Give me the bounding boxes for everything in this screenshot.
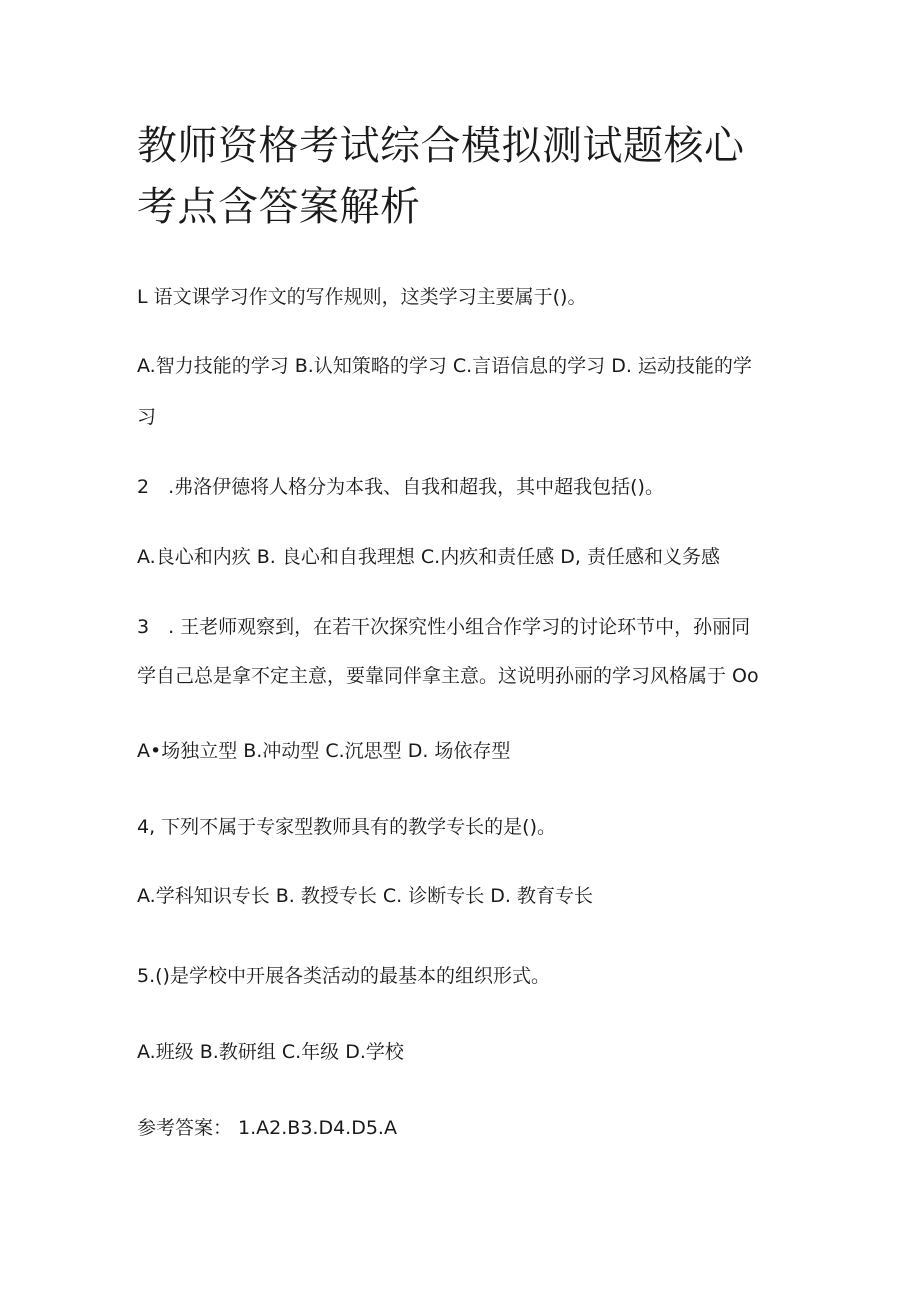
question-5-stem: 5.()是学校中开展各类活动的最基本的组织形式。 [137, 965, 550, 987]
question-2-options: A.良心和内疚 B. 良心和自我理想 C.内疚和责任感 D, 责任感和义务感 [137, 546, 720, 568]
question-3-stem-line-2: 学自己总是拿不定主意，要靠同伴拿主意。这说明孙丽的学习风格属于 Oo [137, 665, 759, 687]
question-1-options-line-2: 习 [137, 406, 157, 428]
question-3-stem-line-1: 3 . 王老师观察到，在若干次探究性小组合作学习的讨论环节中，孙丽同 [137, 616, 751, 638]
question-4-options: A.学科知识专长 B. 教授专长 C. 诊断专长 D. 教育专长 [137, 885, 593, 907]
question-2-stem: 2 .弗洛伊德将人格分为本我、自我和超我，其中超我包括()。 [137, 476, 664, 498]
title-line-2: 考点含答案解析 [137, 184, 421, 230]
question-4-stem: 4, 下列不属于专家型教师具有的教学专长的是()。 [137, 816, 556, 838]
question-3-options: A•场独立型 B.冲动型 C.沉思型 D. 场依存型 [137, 740, 511, 762]
document-title [137, 116, 797, 238]
question-1-options-line-1: A.智力技能的学习 B.认知策略的学习 C.言语信息的学习 D. 运动技能的学 [137, 355, 752, 377]
question-1-stem: L 语文课学习作文的写作规则，这类学习主要属于()。 [137, 286, 587, 308]
question-5-options: A.班级 B.教研组 C.年级 D.学校 [137, 1041, 404, 1063]
answer-key: 参考答案： 1.A2.B3.D4.D5.A [137, 1117, 397, 1139]
title-line-1: 教师资格考试综合模拟测试题核心 [137, 123, 745, 169]
